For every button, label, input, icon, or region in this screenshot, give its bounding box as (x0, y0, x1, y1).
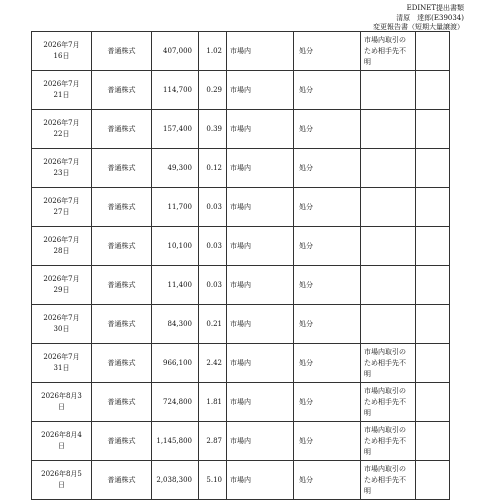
date-cell: 2026年7月22日 (32, 110, 92, 149)
date-cell: 2026年7月27日 (32, 188, 92, 227)
table-row (32, 188, 450, 227)
quantity-cell: 84,300 (152, 305, 199, 344)
date-cell: 2026年7月16日 (32, 32, 92, 71)
header-report-title: 変更報告書（短期大量譲渡） (373, 23, 464, 31)
date-cell: 2026年7月23日 (32, 149, 92, 188)
table-row (32, 71, 450, 110)
stock-type-cell: 普通株式 (92, 71, 152, 110)
stock-type-cell: 普通株式 (92, 32, 152, 71)
quantity-cell: 11,400 (152, 266, 199, 305)
transactions-table-body (32, 32, 450, 500)
counterparty-cell: 市場内取引のため相手先不明 (361, 422, 416, 461)
stock-type-cell: 普通株式 (92, 461, 152, 500)
ratio-cell: 0.21 (199, 305, 227, 344)
trade-method-cell: 市場内 (227, 71, 294, 110)
trade-type-cell: 処分 (294, 461, 361, 500)
trade-method-cell: 市場内 (227, 32, 294, 71)
trade-method-cell: 市場内 (227, 266, 294, 305)
stock-type-cell: 普通株式 (92, 149, 152, 188)
trade-type-cell: 処分 (294, 344, 361, 383)
trade-method-cell: 市場内 (227, 305, 294, 344)
trade-type-cell: 処分 (294, 149, 361, 188)
date-cell: 2026年8月5日 (32, 461, 92, 500)
trade-method-cell: 市場内 (227, 110, 294, 149)
header-filer: 清原 達郎(E39034) (396, 13, 464, 22)
ratio-cell: 0.03 (199, 266, 227, 305)
trade-type-cell: 処分 (294, 188, 361, 227)
price-cell (416, 266, 450, 305)
price-cell (416, 383, 450, 422)
stock-type-cell: 普通株式 (92, 266, 152, 305)
counterparty-cell: 市場内取引のため相手先不明 (361, 32, 416, 71)
price-cell (416, 188, 450, 227)
counterparty-cell (361, 110, 416, 149)
price-cell (416, 149, 450, 188)
trade-method-cell: 市場内 (227, 461, 294, 500)
stock-type-cell: 普通株式 (92, 188, 152, 227)
trade-method-cell: 市場内 (227, 383, 294, 422)
table-row (32, 110, 450, 149)
quantity-cell: 114,700 (152, 71, 199, 110)
table-row (32, 344, 450, 383)
table-row (32, 305, 450, 344)
counterparty-cell (361, 305, 416, 344)
table-row (32, 266, 450, 305)
ratio-cell: 0.03 (199, 227, 227, 266)
stock-type-cell: 普通株式 (92, 110, 152, 149)
quantity-cell: 11,700 (152, 188, 199, 227)
table-row (32, 383, 450, 422)
date-cell: 2026年7月29日 (32, 266, 92, 305)
quantity-cell: 49,300 (152, 149, 199, 188)
price-cell (416, 305, 450, 344)
document-header (373, 4, 464, 33)
price-cell (416, 71, 450, 110)
price-cell (416, 32, 450, 71)
price-cell (416, 422, 450, 461)
ratio-cell: 2.42 (199, 344, 227, 383)
date-cell: 2026年7月31日 (32, 344, 92, 383)
stock-type-cell: 普通株式 (92, 383, 152, 422)
trade-type-cell: 処分 (294, 32, 361, 71)
quantity-cell: 1,145,800 (152, 422, 199, 461)
counterparty-cell: 市場内取引のため相手先不明 (361, 383, 416, 422)
trade-method-cell: 市場内 (227, 188, 294, 227)
table-row (32, 149, 450, 188)
price-cell (416, 344, 450, 383)
ratio-cell: 0.03 (199, 188, 227, 227)
trade-type-cell: 処分 (294, 110, 361, 149)
price-cell (416, 461, 450, 500)
date-cell: 2026年8月4日 (32, 422, 92, 461)
ratio-cell: 0.39 (199, 110, 227, 149)
trade-method-cell: 市場内 (227, 227, 294, 266)
date-cell: 2026年7月21日 (32, 71, 92, 110)
price-cell (416, 227, 450, 266)
counterparty-cell (361, 71, 416, 110)
stock-type-cell: 普通株式 (92, 422, 152, 461)
ratio-cell: 0.12 (199, 149, 227, 188)
trade-type-cell: 処分 (294, 383, 361, 422)
counterparty-cell (361, 266, 416, 305)
table-row (32, 32, 450, 71)
trade-type-cell: 処分 (294, 71, 361, 110)
table-row (32, 461, 450, 500)
ratio-cell: 5.10 (199, 461, 227, 500)
trade-method-cell: 市場内 (227, 149, 294, 188)
transactions-table (31, 31, 450, 500)
ratio-cell: 1.81 (199, 383, 227, 422)
ratio-cell: 2.87 (199, 422, 227, 461)
counterparty-cell: 市場内取引のため相手先不明 (361, 461, 416, 500)
ratio-cell: 1.02 (199, 32, 227, 71)
table-row (32, 227, 450, 266)
table-row (32, 422, 450, 461)
date-cell: 2026年7月30日 (32, 305, 92, 344)
trade-type-cell: 処分 (294, 266, 361, 305)
stock-type-cell: 普通株式 (92, 305, 152, 344)
ratio-cell: 0.29 (199, 71, 227, 110)
trade-type-cell: 処分 (294, 305, 361, 344)
quantity-cell: 10,100 (152, 227, 199, 266)
stock-type-cell: 普通株式 (92, 227, 152, 266)
header-doc-type: EDINET提出書類 (406, 4, 464, 12)
quantity-cell: 157,400 (152, 110, 199, 149)
trade-method-cell: 市場内 (227, 344, 294, 383)
trade-type-cell: 処分 (294, 422, 361, 461)
stock-type-cell: 普通株式 (92, 344, 152, 383)
price-cell (416, 110, 450, 149)
quantity-cell: 724,800 (152, 383, 199, 422)
quantity-cell: 2,038,300 (152, 461, 199, 500)
counterparty-cell: 市場内取引のため相手先不明 (361, 344, 416, 383)
quantity-cell: 407,000 (152, 32, 199, 71)
trade-method-cell: 市場内 (227, 422, 294, 461)
date-cell: 2026年8月3日 (32, 383, 92, 422)
counterparty-cell (361, 188, 416, 227)
quantity-cell: 966,100 (152, 344, 199, 383)
counterparty-cell (361, 149, 416, 188)
date-cell: 2026年7月28日 (32, 227, 92, 266)
trade-type-cell: 処分 (294, 227, 361, 266)
counterparty-cell (361, 227, 416, 266)
